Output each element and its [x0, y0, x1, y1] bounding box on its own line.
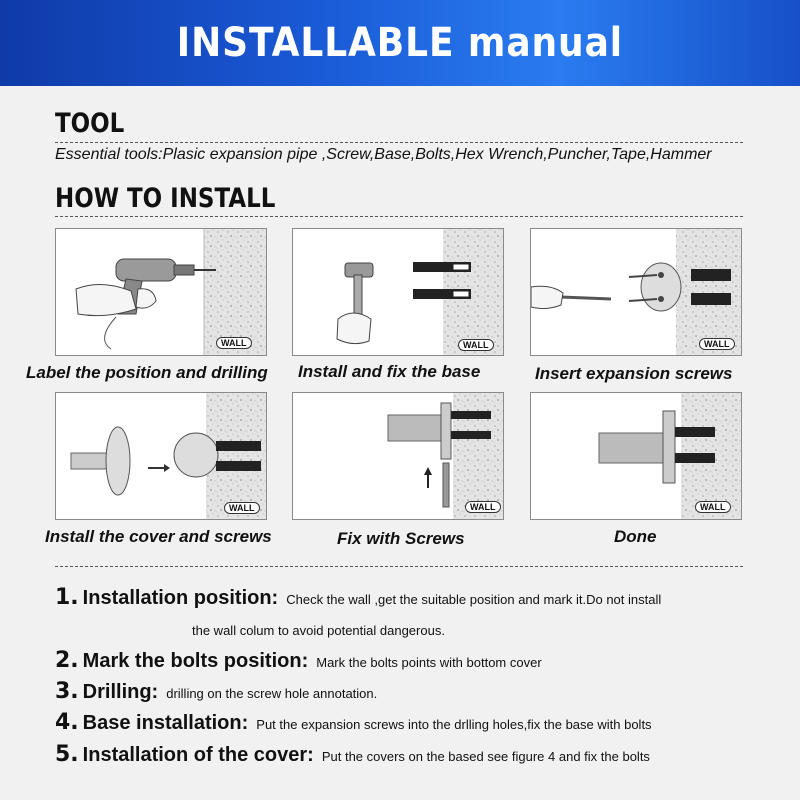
panel-fix-screws: [292, 392, 504, 520]
step-1: [55, 585, 661, 610]
caption-done: Done: [614, 527, 657, 546]
step-description: Check the wall ,get the suitable position and mark it.Do not install: [286, 592, 662, 607]
step-heading: Mark the bolts position:: [82, 650, 309, 672]
step-number: 5.: [55, 742, 79, 767]
caption-expansion-screws: Insert expansion screws: [535, 364, 733, 383]
install-section-title: HOW TO INSTALL: [55, 183, 276, 214]
header-banner: [0, 0, 800, 86]
tool-section-title: TOOL: [55, 108, 125, 139]
step-heading: Installation position:: [82, 587, 279, 609]
install-divider: [55, 216, 743, 217]
step-5: [55, 742, 650, 767]
step-number: 2.: [55, 648, 79, 673]
tools-description: Essential tools:Plasic expansion pipe ,Screw,Base,Bolts,Hex Wrench,Puncher,Tape,Hammer: [55, 146, 712, 163]
wall-label: WALL: [458, 339, 494, 351]
step-1-continuation: the wall colum to avoid potential dangerous.: [192, 623, 445, 638]
panel-install-cover: [55, 392, 267, 520]
wall-label: WALL: [224, 502, 260, 514]
panel-install-base: [292, 228, 504, 356]
caption-fix-screws: Fix with Screws: [337, 529, 465, 548]
step-number: 4.: [55, 710, 79, 735]
step-description: drilling on the screw hole annotation.: [166, 686, 378, 701]
page-title: INSTALLABLE manual: [176, 20, 624, 66]
step-number: 1.: [55, 585, 79, 610]
step-3: [55, 679, 377, 704]
step-4: [55, 710, 652, 735]
wall-label: WALL: [216, 337, 252, 349]
hammer-illustration: [293, 229, 504, 356]
caption-install-base: Install and fix the base: [298, 362, 481, 381]
step-number: 3.: [55, 679, 79, 704]
panel-expansion-screws: [530, 228, 742, 356]
step-heading: Installation of the cover:: [82, 744, 314, 766]
step-description: Mark the bolts points with bottom cover: [316, 655, 542, 670]
step-2: [55, 648, 542, 673]
wall-label: WALL: [699, 338, 735, 350]
cover-illustration: [56, 393, 267, 520]
steps-divider: [55, 566, 743, 567]
panel-drilling: [55, 228, 267, 356]
panel-done: [530, 392, 742, 520]
caption-drilling: Label the position and drilling: [26, 363, 268, 382]
screwdriver-illustration: [531, 229, 742, 356]
caption-install-cover: Install the cover and screws: [45, 527, 272, 546]
step-description: Put the expansion screws into the drlling holes,fix the base with bolts: [256, 717, 652, 732]
step-heading: Base installation:: [82, 712, 249, 734]
step-description: Put the covers on the based see figure 4 and fix the bolts: [321, 749, 650, 764]
step-heading: Drilling:: [82, 681, 159, 703]
wall-label: WALL: [695, 501, 731, 513]
wall-label: WALL: [465, 501, 501, 513]
tool-divider: [55, 142, 743, 143]
